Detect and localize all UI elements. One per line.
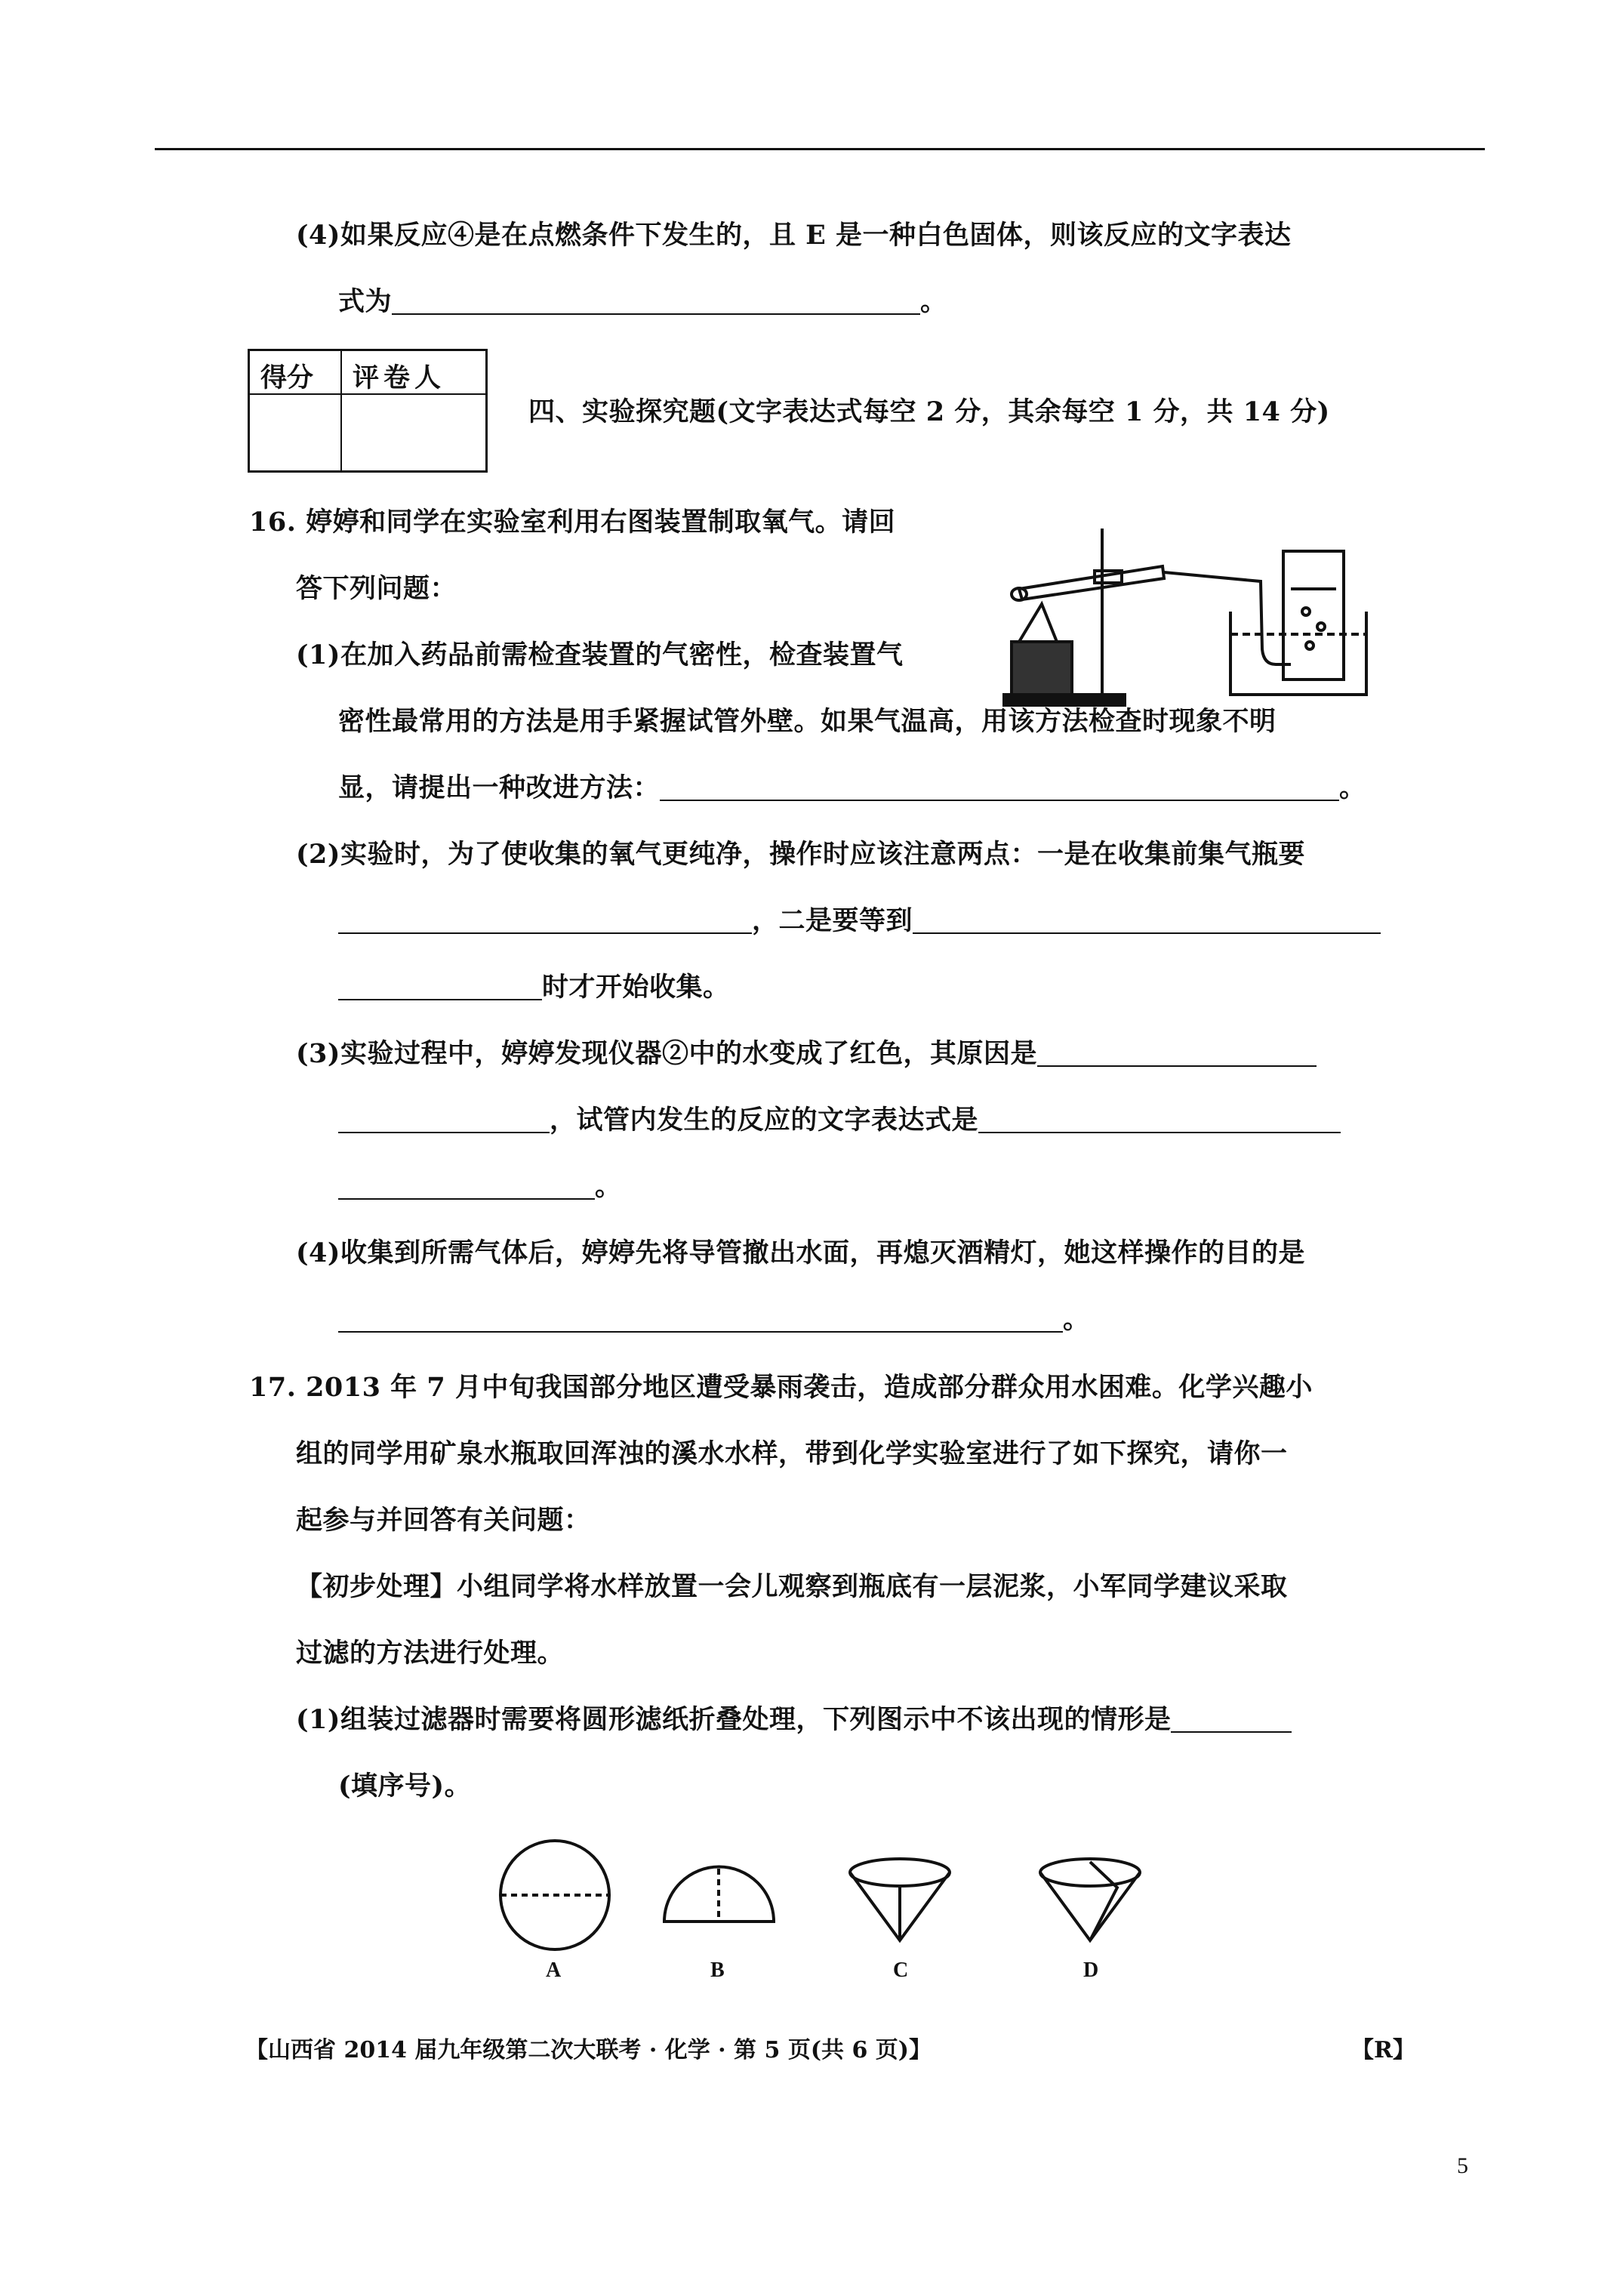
delivery-tube <box>1164 572 1291 664</box>
q17-line5: 过滤的方法进行处理。 <box>296 1638 565 1669</box>
footer-exam-info: 【山西省 2014 届九年级第二次大联考 · 化学 · 第 5 页(共 6 页)】 <box>245 2037 932 2063</box>
q16-part4-end: 。 <box>1063 1304 1090 1335</box>
q16-part1-line1: (1)在加入药品前需检查装置的气密性，检查装置气 <box>296 639 904 670</box>
q16-part3-mid: ，试管内发生的反应的文字表达式是 <box>550 1105 979 1136</box>
q15-answer-blank[interactable] <box>392 288 920 315</box>
q16-part3-end: 。 <box>595 1171 622 1202</box>
iron-stand-base <box>1004 695 1125 705</box>
q16-part2-line2 <box>338 905 1381 938</box>
q16-part2-blank3[interactable] <box>338 973 542 1000</box>
q16-part3-line3 <box>338 1170 622 1203</box>
q16-part3-prefix: (3)实验过程中，婷婷发现仪器②中的水变成了红色，其原因是 <box>296 1038 1037 1069</box>
q15-part4-end: 。 <box>920 286 947 317</box>
q17-line2: 组的同学用矿泉水瓶取回浑浊的溪水水样，带到化学实验室进行了如下探究，请你一 <box>296 1438 1288 1469</box>
q16-part4-line1: (4)收集到所需气体后，婷婷先将导管撤出水面，再熄灭酒精灯，她这样操作的目的是 <box>296 1237 1305 1268</box>
section4-title: 四、实验探究题(文字表达式每空 2 分，其余每空 1 分，共 14 分) <box>528 396 1330 427</box>
q16-part1-prefix: 显，请提出一种改进方法： <box>338 772 661 803</box>
q17-line3: 起参与并回答有关问题： <box>296 1505 591 1536</box>
bubble <box>1317 623 1325 630</box>
page-number: 5 <box>1457 2153 1468 2178</box>
figure-d-flap <box>1090 1862 1117 1940</box>
q16-part2-line1: (2)实验时，为了使收集的氧气更纯净，操作时应该注意两点：一是在收集前集气瓶要 <box>296 839 1305 870</box>
footer-code: 【R】 <box>1351 2037 1415 2063</box>
score-table-col-divider <box>340 351 342 470</box>
q17-line4: 【初步处理】小组同学将水样放置一会儿观察到瓶底有一层泥浆，小军同学建议采取 <box>296 1571 1288 1602</box>
test-tube <box>1019 566 1164 599</box>
figure-label-d: D <box>1083 1959 1099 1982</box>
q16-part2-mid: ，二是要等到 <box>752 905 913 936</box>
q16-part2-blank1[interactable] <box>338 907 752 934</box>
q16-line1: 16. 婷婷和同学在实验室利用右图装置制取氧气。请回 <box>249 507 896 538</box>
q17-part1-line2: (填序号)。 <box>338 1771 472 1801</box>
score-col-label: 得分 <box>260 362 314 393</box>
q15-part4-line2 <box>338 285 947 319</box>
q16-part1-blank[interactable] <box>660 774 1339 801</box>
q16-part2-line3 <box>338 971 730 1004</box>
oxygen-apparatus-figure <box>989 521 1389 717</box>
q16-part3-line2 <box>338 1104 1341 1137</box>
q15-part4-prefix: 式为 <box>338 286 393 317</box>
figure-label-b: B <box>710 1959 725 1982</box>
q16-part1-line2: 密性最常用的方法是用手紧握试管外壁。如果气温高，用该方法检查时现象不明 <box>338 706 1277 737</box>
filter-paper-figures <box>483 1835 1238 1955</box>
q16-part4-blank[interactable] <box>338 1305 1063 1333</box>
q17-part1-prefix: (1)组装过滤器时需要将圆形滤纸折叠处理，下列图示中不该出现的情形是 <box>296 1704 1172 1735</box>
q16-part3-blank2[interactable] <box>338 1106 550 1133</box>
grader-col-label: 评卷人 <box>353 362 446 393</box>
q17-line1: 17. 2013 年 7 月中旬我国部分地区遭受暴雨袭击，造成部分群众用水困难。化学兴趣小 <box>249 1372 1313 1403</box>
q16-part4-line2 <box>338 1303 1090 1336</box>
q16-part1-line3 <box>338 772 1366 805</box>
q16-part3-blank3[interactable] <box>978 1106 1341 1133</box>
q16-part2-blank2[interactable] <box>913 907 1381 934</box>
gas-collection-bottle <box>1283 551 1344 680</box>
q16-part3-line1 <box>296 1037 1317 1071</box>
q17-part1-blank[interactable] <box>1171 1706 1292 1733</box>
bubble <box>1306 642 1313 649</box>
score-table <box>248 349 488 473</box>
q17-part1-line1 <box>296 1703 1292 1737</box>
top-rule <box>155 148 1485 150</box>
figure-label-a: A <box>546 1959 562 1982</box>
q16-part1-end: 。 <box>1339 772 1366 803</box>
q16-part3-blank1[interactable] <box>1037 1040 1317 1067</box>
q15-part4-line1: (4)如果反应④是在点燃条件下发生的，且 E 是一种白色固体，则该反应的文字表达 <box>296 220 1292 251</box>
figure-c-cone-top <box>850 1859 950 1886</box>
alcohol-lamp <box>1012 642 1072 695</box>
q16-part3-blank4[interactable] <box>338 1173 595 1200</box>
q16-part2-post: 时才开始收集。 <box>542 972 730 1003</box>
flame <box>1019 604 1057 642</box>
q16-line2: 答下列问题： <box>296 573 457 604</box>
figure-label-c: C <box>893 1959 909 1982</box>
water-trough <box>1230 612 1366 695</box>
bubble <box>1302 608 1310 615</box>
